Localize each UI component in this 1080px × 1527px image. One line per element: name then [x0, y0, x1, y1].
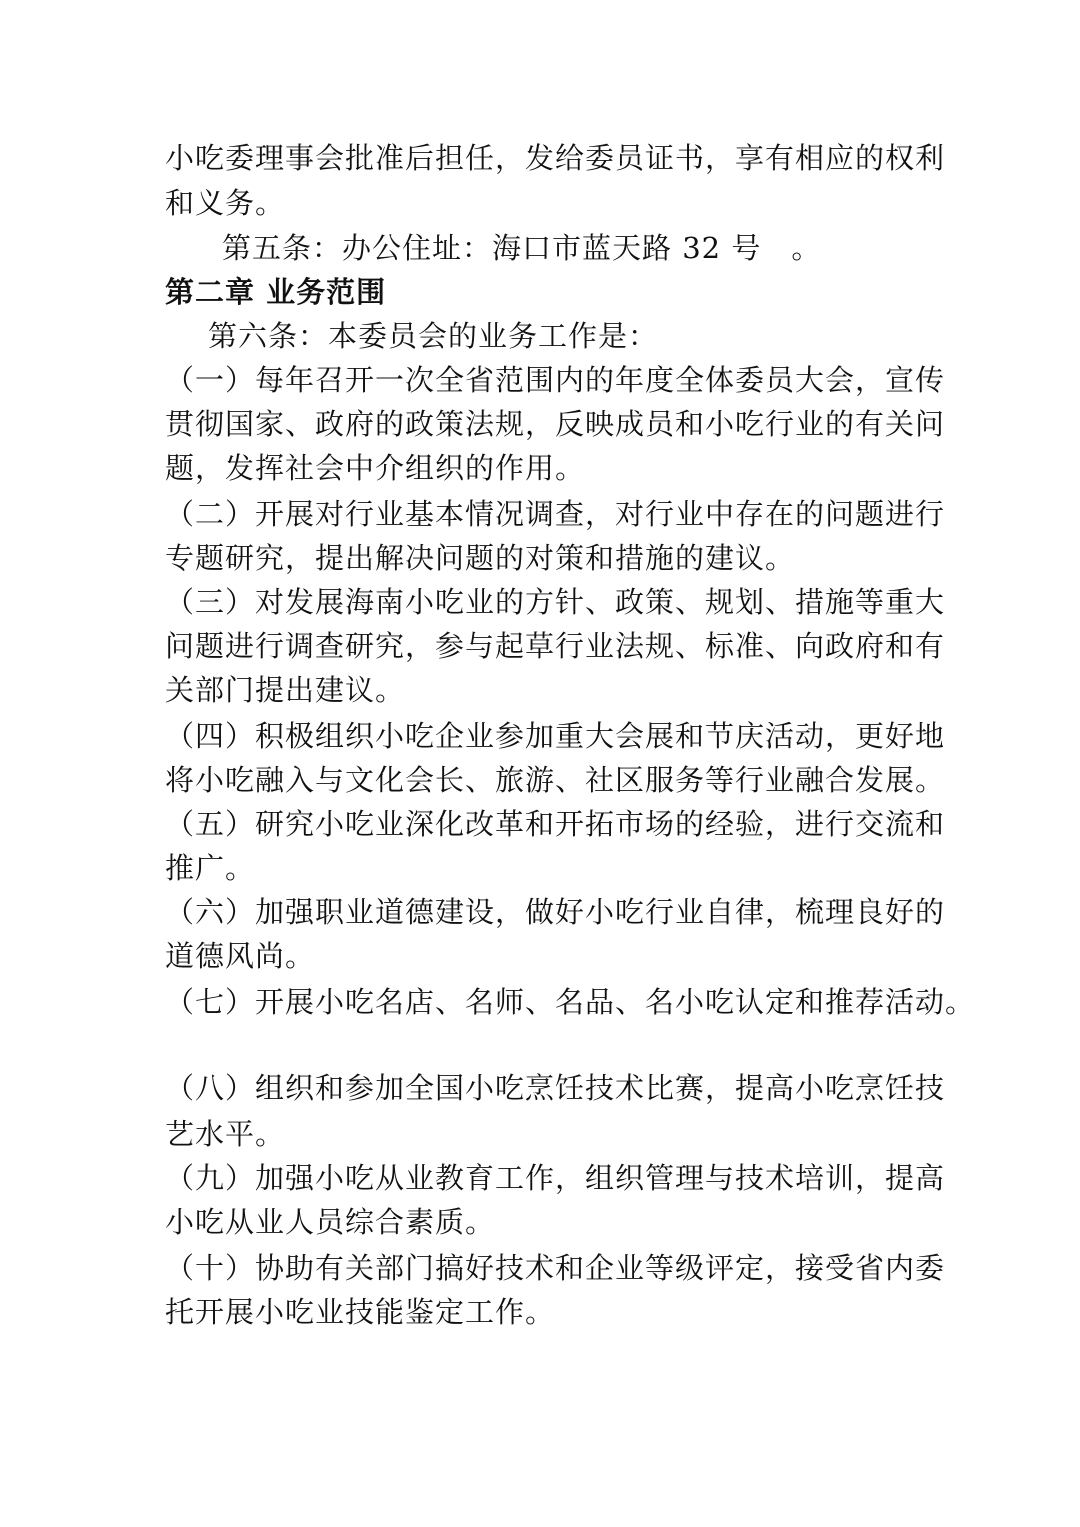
text-line: 题，发挥社会中介组织的作用。: [165, 451, 586, 485]
article-six: 第六条：本委员会的业务工作是：: [208, 319, 659, 353]
list-item-10: （十）协助有关部门搞好技术和企业等级评定，接受省内委: [165, 1251, 946, 1285]
text-line: 推广。: [165, 851, 256, 885]
text-line: 道德风尚。: [165, 939, 316, 973]
list-item-9: （九）加强小吃从业教育工作，组织管理与技术培训，提高: [165, 1161, 946, 1195]
text-line: 将小吃融入与文化会长、旅游、社区服务等行业融合发展。: [165, 763, 946, 797]
text-line: 关部门提出建议。: [165, 673, 406, 707]
text-line: 小吃委理事会批准后担任，发给委员证书，享有相应的权利: [165, 141, 946, 175]
list-item-3: （三）对发展海南小吃业的方针、政策、规划、措施等重大: [165, 585, 946, 619]
text-line: 艺水平。: [165, 1117, 286, 1151]
list-item-6: （六）加强职业道德建设，做好小吃行业自律，梳理良好的: [165, 895, 946, 929]
text-line: 托开展小吃业技能鉴定工作。: [165, 1295, 556, 1329]
list-item-4: （四）积极组织小吃企业参加重大会展和节庆活动，更好地: [165, 719, 946, 753]
text-line: 专题研究，提出解决问题的对策和措施的建议。: [165, 541, 796, 575]
text-line: 问题进行调查研究，参与起草行业法规、标准、向政府和有: [165, 629, 946, 663]
text-line: 和义务。: [165, 186, 286, 220]
text-line: 贯彻国家、政府的政策法规，反映成员和小吃行业的有关问: [165, 407, 946, 441]
list-item-8: （八）组织和参加全国小吃烹饪技术比赛，提高小吃烹饪技: [165, 1071, 946, 1105]
list-item-1: （一）每年召开一次全省范围内的年度全体委员大会，宣传: [165, 363, 946, 397]
list-item-7: （七）开展小吃名店、名师、名品、名小吃认定和推荐活动。: [165, 985, 976, 1019]
list-item-2: （二）开展对行业基本情况调查，对行业中存在的问题进行: [165, 497, 946, 531]
chapter-heading: 第二章 业务范围: [165, 275, 387, 309]
text-line: 小吃从业人员综合素质。: [165, 1205, 496, 1239]
article-five: 第五条：办公住址：海口市蓝天路 32 号 。: [222, 231, 822, 265]
list-item-5: （五）研究小吃业深化改革和开拓市场的经验，进行交流和: [165, 807, 946, 841]
